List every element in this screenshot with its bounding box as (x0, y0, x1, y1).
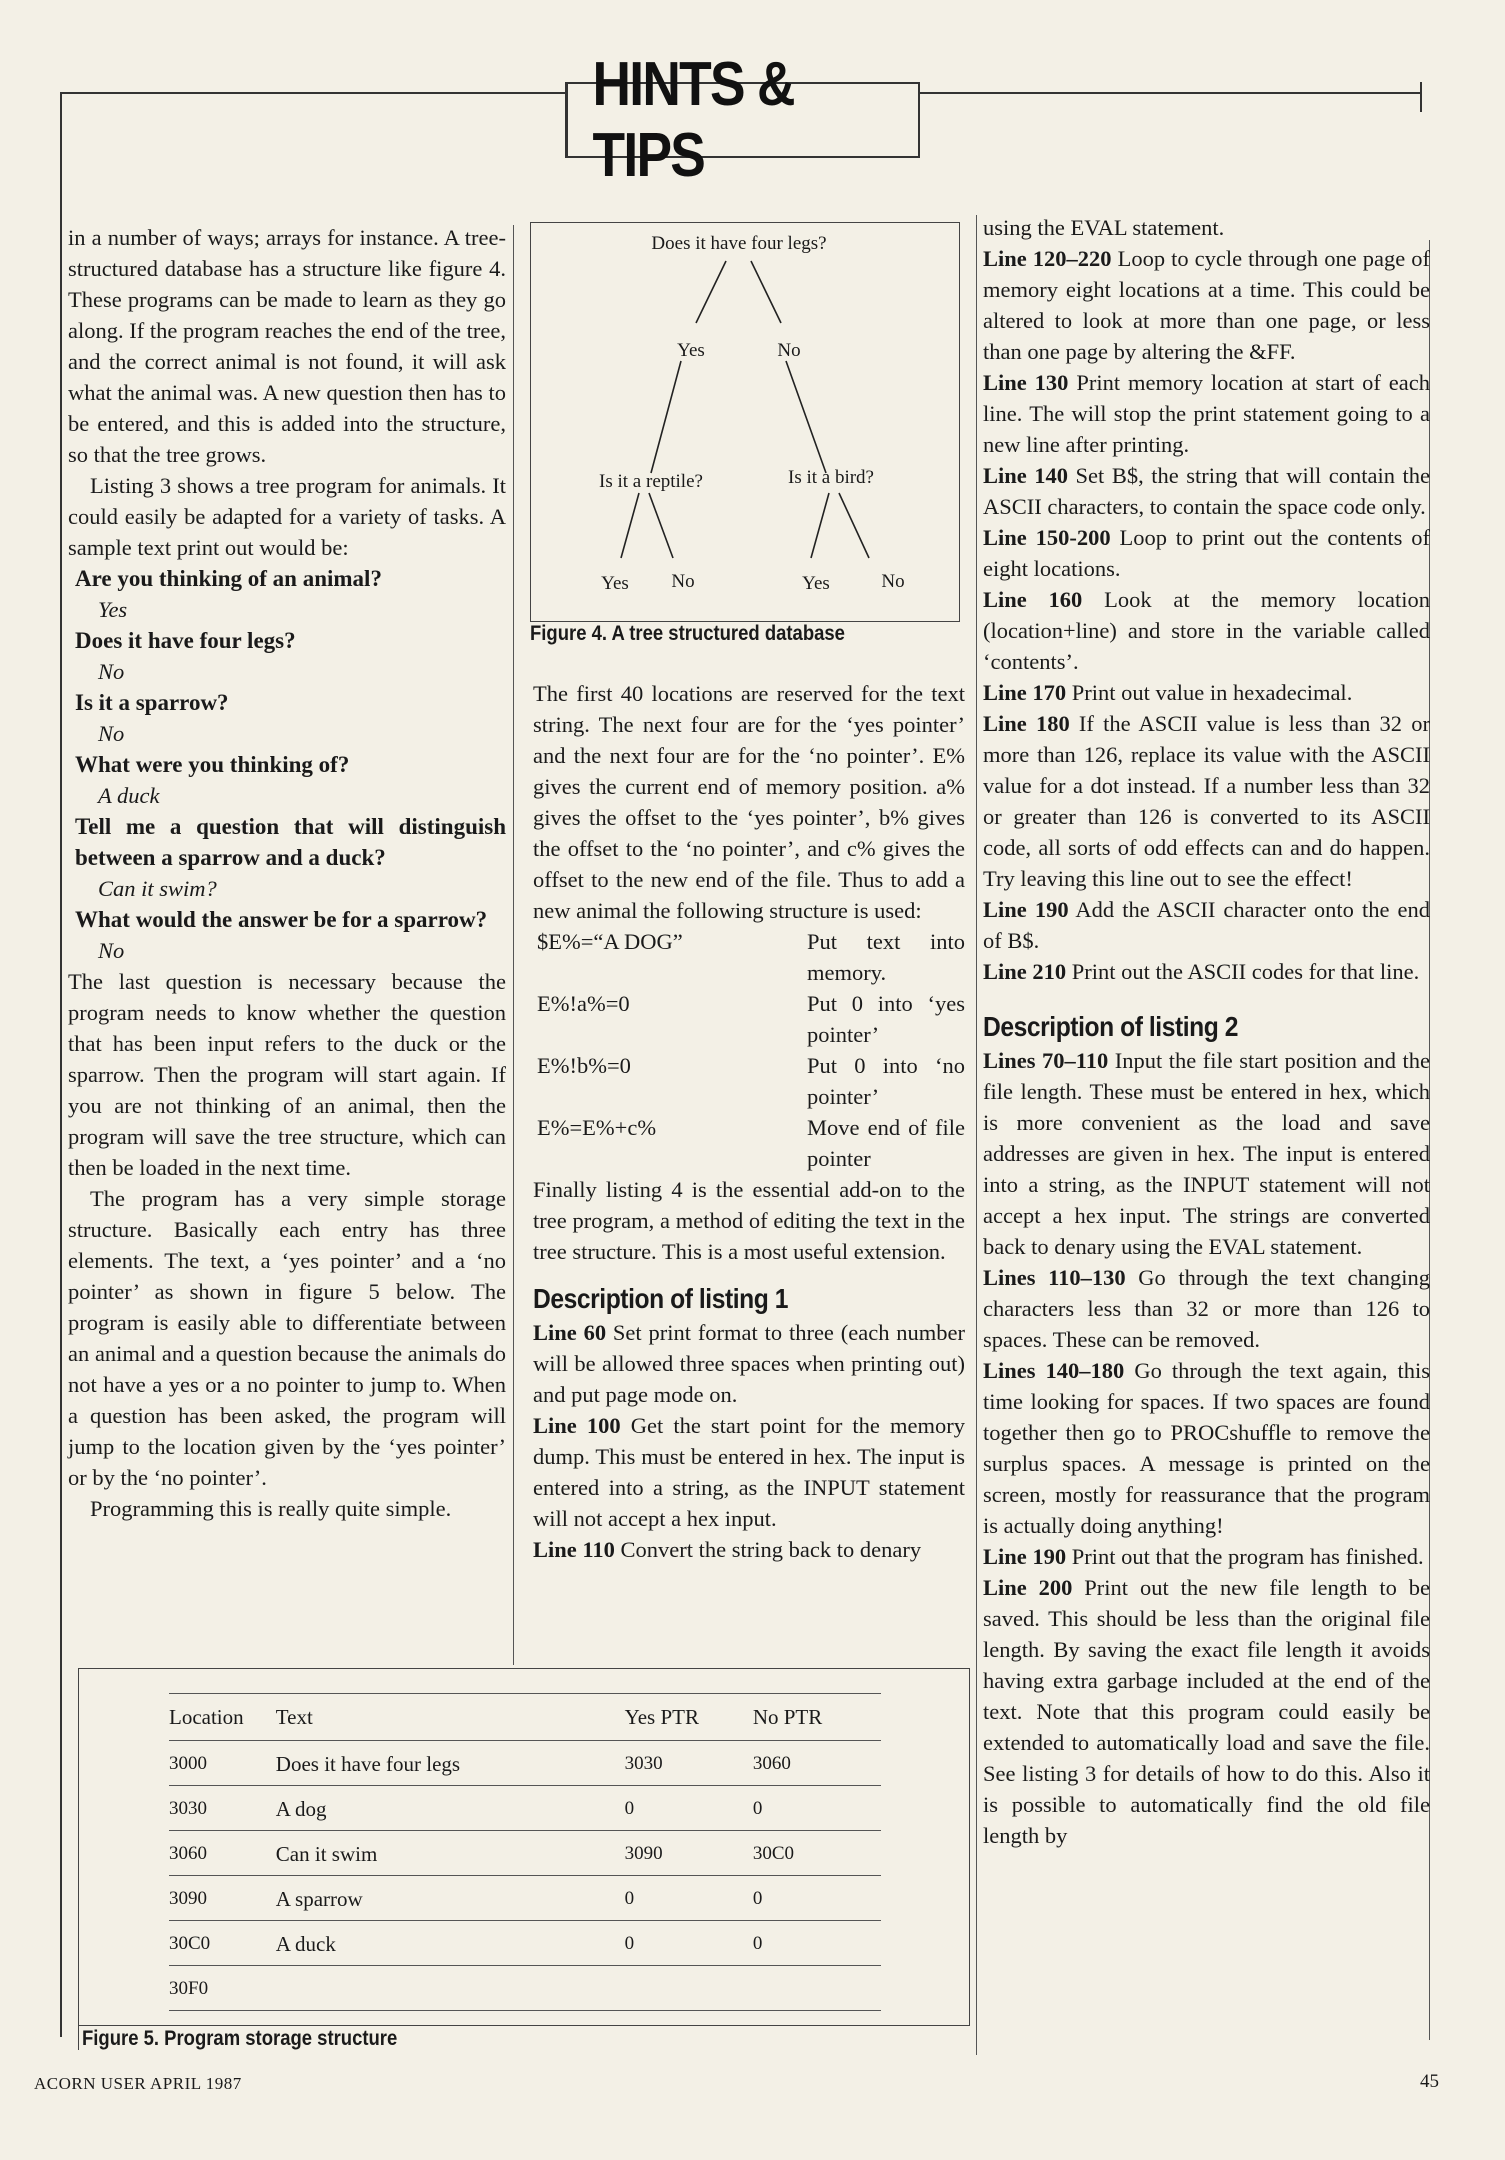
line-text: Print memory location at start of each line. The will stop the print statement going to a new line after printing. (983, 370, 1430, 457)
figure-5-caption: Figure 5. Program storage structure (82, 2027, 398, 2050)
line-description (983, 522, 1430, 584)
line-number: Line 120–220 (983, 246, 1112, 271)
section-title: HINTS & TIPS (592, 50, 794, 190)
line-description (533, 1410, 965, 1534)
dialogue-question: Are you thinking of an animal? (75, 566, 382, 591)
line-text: Add the ASCII character onto the end of B$. (983, 897, 1431, 953)
line-text: Go through the text again, this time looking for spaces. If two spaces are found together then go to PROCshuffle to remove the surplus spaces. A message is printed on the screen, mostly for reassurance that the program is actually doing anything! (983, 1358, 1431, 1538)
cell-yes-ptr (625, 1966, 753, 2011)
line-description (983, 708, 1430, 894)
line-description (983, 460, 1430, 522)
line-number: Line 150-200 (983, 525, 1111, 550)
dialogue-answer: A duck (98, 783, 160, 808)
table-row (169, 1741, 881, 1786)
table-row (169, 1831, 881, 1876)
cell-location: 30C0 (169, 1921, 276, 1966)
column-header: Text (276, 1694, 625, 1741)
cell-text: Can it swim (276, 1831, 625, 1876)
tree-leaf-yes: Yes (802, 573, 830, 594)
line-number: Line 200 (983, 1575, 1073, 1600)
cell-text: A dog (276, 1786, 625, 1831)
tree-branches (531, 223, 959, 621)
line-description (983, 1355, 1430, 1541)
tree-label-yes: Yes (677, 340, 705, 361)
column-1 (68, 222, 506, 1524)
branch-bird-no (839, 493, 869, 558)
column-3 (983, 212, 1430, 1851)
line-text: Print out the ASCII codes for that line. (1066, 959, 1420, 984)
cell-yes-ptr: 0 (625, 1876, 753, 1921)
line-description (533, 1317, 965, 1410)
code-description: Put text into memory. (807, 929, 965, 985)
code-statement: E%!a%=0 (537, 991, 630, 1016)
code-statement: E%!b%=0 (537, 1053, 631, 1078)
column-header: Location (169, 1694, 276, 1741)
table-row (169, 1876, 881, 1921)
line-description (983, 1045, 1430, 1262)
line-text: Loop to print out the contents of eight locations. (983, 525, 1430, 581)
branch-no-down (786, 361, 826, 473)
tree-label-no: No (777, 340, 801, 361)
paragraph: The first 40 locations are reserved for the text string. The next four are for the ‘yes pointer’ and the next four are for the ‘no pointer’. E% gives the current end of memory position. a% gives the offset to the ‘yes pointer’, b% gives the offset to the ‘no pointer’, and c% gives the offset to the new end of the file. Thus to add a new animal the following structure is used: (533, 681, 965, 923)
line-number: Line 190 (983, 1544, 1067, 1569)
code-description: Put 0 into ‘yes pointer’ (807, 991, 965, 1047)
line-description (983, 1541, 1430, 1572)
storage-table (169, 1693, 881, 2011)
column-header: Yes PTR (625, 1694, 753, 1741)
cell-location: 3030 (169, 1786, 276, 1831)
dialogue-answer: Can it swim? (98, 876, 217, 901)
tree-leaf-no: No (881, 571, 905, 592)
page-number: 45 (1420, 2071, 1439, 2092)
line-number: Lines 70–110 (983, 1048, 1109, 1073)
dialogue-answer: No (98, 938, 125, 963)
line-description (983, 1262, 1430, 1355)
line-description (983, 243, 1430, 367)
branch-yes-down (651, 361, 681, 473)
cell-location: 30F0 (169, 1966, 276, 2011)
line-text: Look at the memory location (location+line) and store in the variable called ‘contents’. (983, 587, 1430, 674)
cell-text: Does it have four legs (276, 1741, 625, 1786)
dialogue-question: What were you thinking of? (75, 752, 350, 777)
code-row (533, 1112, 965, 1174)
column-rule (976, 215, 977, 2055)
line-number: Line 110 (533, 1537, 615, 1562)
line-description (983, 677, 1430, 708)
tree-question-bird: Is it a bird? (787, 467, 875, 488)
frame-right-rule (1420, 82, 1422, 112)
paragraph: The last question is necessary because the program needs to know whether the question that has been input refers to the duck or the sparrow. Then the program will start again. If you are not thinking of an animal, then the program will save the tree structure, which can then be loaded in the next time. (68, 969, 506, 1180)
cell-no-ptr: 0 (753, 1786, 881, 1831)
line-description (533, 1534, 965, 1565)
cell-no-ptr: 0 (753, 1921, 881, 1966)
line-number: Lines 110–130 (983, 1265, 1126, 1290)
line-text: Print out value in hexadecimal. (1066, 680, 1353, 705)
line-number: Line 190 (983, 897, 1069, 922)
line-text: Go through the text changing characters less than 32 or more than 126 to spaces. These can be removed. (983, 1265, 1430, 1352)
paragraph: Finally listing 4 is the essential add-on to the tree program, a method of editing the text in the tree structure. This is a most useful extension. (533, 1177, 965, 1264)
column-rule (513, 225, 514, 1665)
line-description (983, 367, 1430, 460)
branch-bird-yes (811, 493, 829, 558)
table-wrapper (169, 1693, 881, 2011)
cell-yes-ptr: 0 (625, 1921, 753, 1966)
sample-dialogue (68, 563, 506, 966)
line-number: Line 140 (983, 463, 1069, 488)
dialogue-answer: Yes (98, 597, 128, 622)
section-header (565, 50, 920, 190)
tree-root-question: Does it have four legs? (651, 233, 827, 254)
branch-reptile-yes (621, 493, 639, 558)
tree-leaf-no: No (671, 571, 695, 592)
line-number: Lines 140–180 (983, 1358, 1125, 1383)
cell-yes-ptr: 3030 (625, 1741, 753, 1786)
line-number: Line 60 (533, 1320, 607, 1345)
branch-no (751, 261, 781, 323)
code-row (533, 926, 965, 988)
figure-4-tree-diagram (530, 222, 960, 622)
line-text: Print out that the program has finished. (1066, 1544, 1424, 1569)
line-text: Set print format to three (each number will be allowed three spaces when printing out) and put page mode on. (533, 1320, 965, 1407)
section-heading: Description of listing 1 (533, 1283, 789, 1314)
dialogue-question: Does it have four legs? (75, 628, 296, 653)
line-number: Line 180 (983, 711, 1070, 736)
table-row (169, 1921, 881, 1966)
line-text: Set B$, the string that will contain the ASCII characters, to contain the space code only. (983, 463, 1430, 519)
cell-text (276, 1966, 625, 2011)
tree-leaf-yes: Yes (601, 573, 629, 594)
cell-text: A duck (276, 1921, 625, 1966)
code-description: Put 0 into ‘no pointer’ (807, 1053, 965, 1109)
paragraph: using the EVAL statement. (983, 215, 1225, 240)
branch-reptile-no (649, 493, 673, 558)
code-row (533, 988, 965, 1050)
line-text: Get the start point for the memory dump. This must be entered in hex. The input is entered into a string, as the INPUT statement will not accept a hex input. (533, 1413, 966, 1531)
cell-no-ptr: 30C0 (753, 1831, 881, 1876)
dialogue-question: What would the answer be for a sparrow? (75, 907, 488, 932)
cell-yes-ptr: 0 (625, 1786, 753, 1831)
line-number: Line 210 (983, 959, 1067, 984)
line-number: Line 170 (983, 680, 1067, 705)
dialogue-answer: No (98, 659, 125, 684)
cell-yes-ptr: 3090 (625, 1831, 753, 1876)
branch-yes (696, 261, 726, 323)
line-number: Line 100 (533, 1413, 621, 1438)
frame-left-rule (60, 92, 62, 2037)
line-description (983, 894, 1430, 956)
line-description (983, 1572, 1430, 1851)
line-description (983, 584, 1430, 677)
cell-no-ptr: 3060 (753, 1741, 881, 1786)
line-text: If the ASCII value is less than 32 or more than 126, replace its value with the ASCII value for a dot instead. If a number less than 32 or greater than 126 is converted to its ASCII code, all sorts of odd effects can and do happen. Try leaving this line out to see the effect! (983, 711, 1430, 891)
table-row (169, 1966, 881, 2011)
line-text: Convert the string back to denary (614, 1537, 922, 1562)
figure-5-storage-table (78, 1668, 970, 2026)
paragraph: Programming this is really quite simple. (90, 1496, 452, 1521)
code-statement: $E%=“A DOG” (537, 929, 683, 954)
paragraph: in a number of ways; arrays for instance. A tree-structured database has a structure like figure 4. These programs can be made to learn as they go along. If the program reaches the end of the tree, and the correct animal is not found, it will ask what the animal was. A new question then has to be entered, and this is added into the structure, so that the tree grows. (68, 225, 506, 467)
dialogue-question: Tell me a question that will distinguish between a sparrow and a duck? (75, 814, 506, 870)
cell-location: 3000 (169, 1741, 276, 1786)
cell-location: 3060 (169, 1831, 276, 1876)
section-heading: Description of listing 2 (983, 1011, 1239, 1042)
line-text: Input the file start position and the file length. These must be entered in hex, which is more convenient as the load and save addresses are given in hex. The input is entered into a string, as the INPUT statement will not accept a hex input. The strings are converted back to denary using the EVAL statement. (983, 1048, 1430, 1259)
dialogue-question: Is it a sparrow? (75, 690, 229, 715)
caption-rule (78, 2024, 79, 2050)
line-text: Print out the new file length to be saved. This should be less than the original file length. By saving the exact file length it avoids having extra garbage included at the end of the text. Note that this program could easily be extended to automatically load and save the file. See listing 3 for details of how to do this. Also it is possible to automatically find the old file length by (983, 1575, 1430, 1848)
figure-4-caption: Figure 4. A tree structured database (530, 622, 845, 645)
magazine-footer: ACORN USER APRIL 1987 (34, 2074, 242, 2093)
code-description: Move end of file pointer (807, 1115, 965, 1171)
code-statement: E%=E%+c% (537, 1115, 657, 1140)
line-description (983, 956, 1430, 987)
code-row (533, 1050, 965, 1112)
code-structure (533, 926, 965, 1174)
line-number: Line 130 (983, 370, 1069, 395)
table-header-row (169, 1694, 881, 1741)
cell-no-ptr: 0 (753, 1876, 881, 1921)
cell-location: 3090 (169, 1876, 276, 1921)
column-header: No PTR (753, 1694, 881, 1741)
cell-text: A sparrow (276, 1876, 625, 1921)
tree-question-reptile: Is it a reptile? (599, 471, 703, 492)
paragraph: The program has a very simple storage structure. Basically each entry has three elements. The text, a ‘yes pointer’ and a ‘no pointer’ as shown in figure 5 below. The program is easily able to differentiate between an animal and a question because the animals do not have a yes or a no pointer to jump to. When a question has been asked, the program will jump to the location given by the ‘yes pointer’ or by the ‘no pointer’. (68, 1186, 506, 1490)
line-number: Line 160 (983, 587, 1083, 612)
column-2 (533, 678, 965, 1565)
dialogue-answer: No (98, 721, 125, 746)
cell-no-ptr (753, 1966, 881, 2011)
paragraph: Listing 3 shows a tree program for animals. It could easily be adapted for a variety of tasks. A sample text print out would be: (68, 473, 506, 560)
line-text: Loop to cycle through one page of memory eight locations at a time. This could be altered to look at more than one page, or less than one page by altering the &FF. (983, 246, 1431, 364)
table-row (169, 1786, 881, 1831)
